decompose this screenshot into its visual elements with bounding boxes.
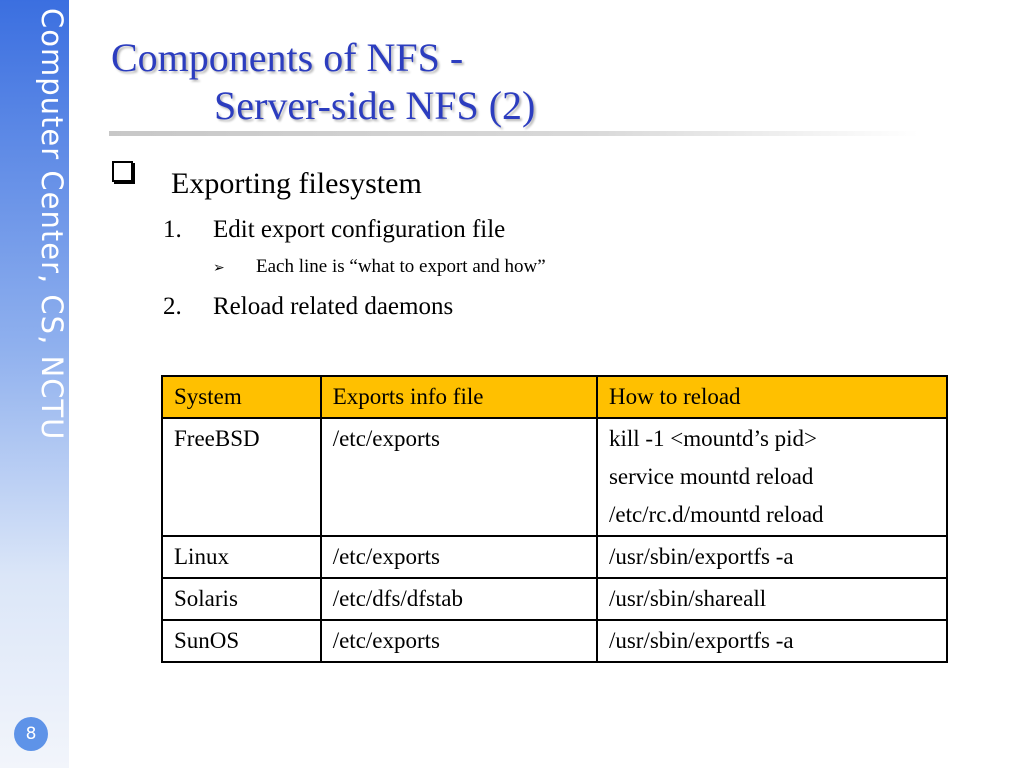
cell-system: Solaris — [162, 578, 321, 620]
step-text: Reload related daemons — [213, 293, 454, 320]
checkbox-bullet-icon — [112, 161, 133, 182]
sub-bullet-text: Each line is “what to export and how” — [256, 256, 546, 277]
title-divider — [109, 131, 919, 136]
header-exports-file: Exports info file — [321, 376, 597, 418]
cell-reload: /usr/sbin/shareall — [597, 578, 947, 620]
cell-system: SunOS — [162, 620, 321, 662]
table-row — [162, 418, 947, 536]
step-number: 1. — [163, 216, 182, 243]
cell-reload: /usr/sbin/exportfs -a — [597, 620, 947, 662]
cell-system: Linux — [162, 536, 321, 578]
cell-reload — [597, 418, 947, 536]
table-row — [162, 620, 947, 662]
cell-reload: /usr/sbin/exportfs -a — [597, 536, 947, 578]
header-how-to-reload: How to reload — [597, 376, 947, 418]
reload-line: kill -1 <mountd’s pid> — [608, 426, 818, 451]
table-row — [162, 578, 947, 620]
cell-file: /etc/exports — [321, 620, 597, 662]
bullet-exporting — [112, 165, 422, 203]
cell-file: /etc/exports — [321, 536, 597, 578]
cell-file: /etc/exports — [321, 418, 597, 536]
step-text: Edit export configuration file — [213, 216, 506, 243]
arrow-bullet-icon: ➢ — [213, 260, 225, 276]
title-line-2: Server-side NFS (2) — [214, 83, 536, 128]
sub-bullet — [213, 254, 546, 281]
step-number: 2. — [163, 293, 182, 320]
sidebar-label: Computer Center, CS, NCTU — [35, 8, 69, 441]
sidebar — [0, 0, 69, 768]
exports-table — [161, 375, 948, 663]
page-number: 8 — [14, 717, 48, 751]
step-2 — [163, 291, 454, 323]
header-system: System — [162, 376, 321, 418]
cell-file: /etc/dfs/dfstab — [321, 578, 597, 620]
cell-system: FreeBSD — [162, 418, 321, 536]
slide-title — [111, 34, 535, 130]
table-row — [162, 536, 947, 578]
reload-line: /etc/rc.d/mountd reload — [608, 502, 824, 527]
title-line-1: Components of NFS - — [111, 35, 464, 80]
reload-line: service mountd reload — [608, 464, 814, 489]
bullet-text: Exporting filesystem — [171, 167, 422, 200]
step-1 — [163, 214, 506, 246]
table-header-row — [162, 376, 947, 418]
